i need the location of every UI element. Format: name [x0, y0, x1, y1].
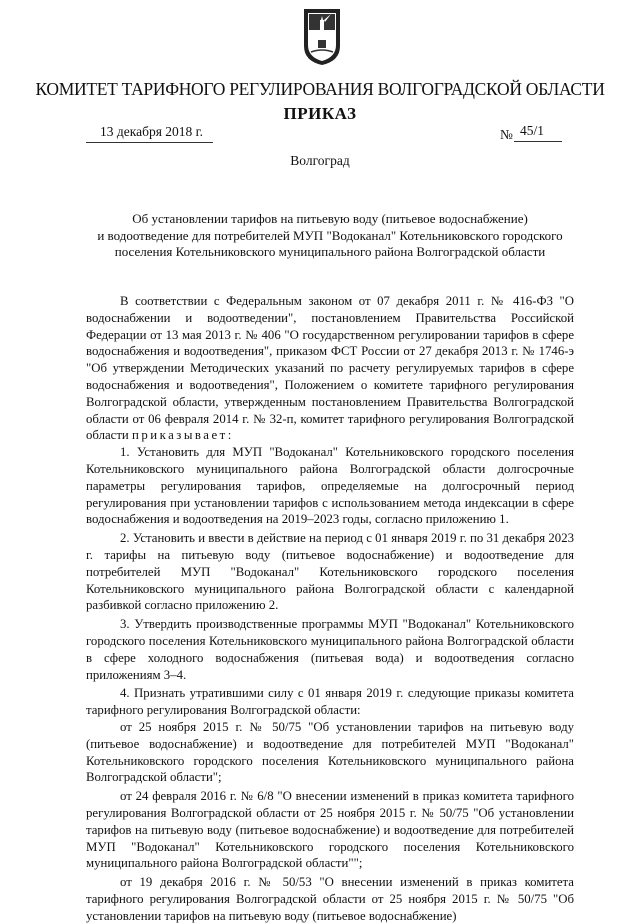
order-body: [86, 293, 574, 924]
revoked-order-1: от 25 ноября 2015 г. № 50/75 "Об установлении тарифов на питьевую воду (питьевое водоснабжение) и водоотведение для потребителей МУП "Водоканал" Котельниковского городского поселения Котельниковского муниципального района Волгоградской области";: [86, 719, 574, 785]
order-subject: [60, 211, 600, 261]
order-item-2: 2. Установить и ввести в действие на период с 01 января 2019 г. по 31 декабря 2023 г. тарифы на питьевую воду (питьевое водоснабжение) и водоотведение для потребителей МУП "Водоканал" Котельниковского городского поселения Котельниковского муниципального района Волгоградской области с календарной разбивкой согласно приложению 2.: [86, 531, 574, 613]
committee-name: КОМИТЕТ ТАРИФНОГО РЕГУЛИРОВАНИЯ ВОЛГОГРАДСКОЙ ОБЛАСТИ: [35, 79, 605, 99]
revoked-order-2: от 24 февраля 2016 г. № 6/8 "О внесении изменений в приказ комитета тарифного регулирования Волгоградской области от 25 ноября 2015 г. № 50/75 "Об установлении тарифов на питьевую воду (питьевое водоснабжение) и водоотведение для потребителей МУП "Водоканал" Котельниковского городского поселения Котельниковского муниципального района Волгоградской области"";: [86, 789, 574, 871]
coat-of-arms-emblem: [303, 8, 341, 66]
city-name: Волгоград: [290, 153, 350, 168]
order-date: 13 декабря 2018 г.: [100, 124, 204, 139]
date-underline: [86, 142, 213, 143]
revoked-order-3: от 19 декабря 2016 г. № 50/53 "О внесении изменений в приказ комитета тарифного регулирования Волгоградской области от 25 ноября 2015 г. № 50/75 "Об установлении тарифов на питьевую воду (питьевое водоснабжение): [86, 875, 574, 923]
subject-line: поселения Котельниковского муниципального района Волгоградской области: [114, 244, 546, 259]
preamble-text: В соответствии с Федеральным законом от 07 декабря 2011 г. № 416-ФЗ "О водоснабжении и водоотведении", постановлением Правительства Российской Федерации от 13 мая 2013 г. № 406 "О государственном регулировании тарифов в сфере водоснабжения и водоотведения", приказом ФСТ России от 27 декабря 2013 г. № 1746-э "Об утверждении Методических указаний по расчету регулируемых тарифов в сфере водоснабжения и водоотведения", Положением о комитете тарифного регулирования Волгоградской области, утвержденным постановлением Правительства Волгоградской области от 06 февраля 2014 г. № 32-п, комитет тарифного регулирования Волгоградской области: [86, 294, 574, 443]
subject-line: и водоотведение для потребителей МУП "Водоканал" Котельниковского городского: [97, 227, 563, 243]
order-item-3: 3. Утвердить производственные программы МУП "Водоканал" Котельниковского городского поселения Котельниковского муниципального района Волгоградской области в сфере холодного водоснабжения (питьевая вода) и водоотведения согласно приложениям 3–4.: [86, 617, 574, 682]
order-item-1: 1. Установить для МУП "Водоканал" Котельниковского городского поселения Котельниковского муниципального района Волгоградской области долгосрочные параметры регулирования тарифов, определяемые на долгосрочный период регулирования при установлении тарифов с использованием метода индексации в сфере водоснабжения и водоотведения на 2019–2023 годы, согласно приложению 1.: [86, 445, 574, 527]
order-number: 45/1: [520, 123, 545, 138]
order-title: ПРИКАЗ: [283, 104, 357, 123]
order-item-4: 4. Признать утратившими силу с 01 января 2019 г. следующие приказы комитета тарифного регулирования Волгоградской области:: [86, 686, 574, 718]
preamble-paragraph: [86, 293, 574, 444]
subject-line: Об установлении тарифов на питьевую воду (питьевое водоснабжение): [132, 211, 528, 226]
decree-keyword: приказывает:: [131, 428, 234, 443]
number-label: №: [500, 127, 513, 142]
number-underline: [514, 141, 562, 142]
